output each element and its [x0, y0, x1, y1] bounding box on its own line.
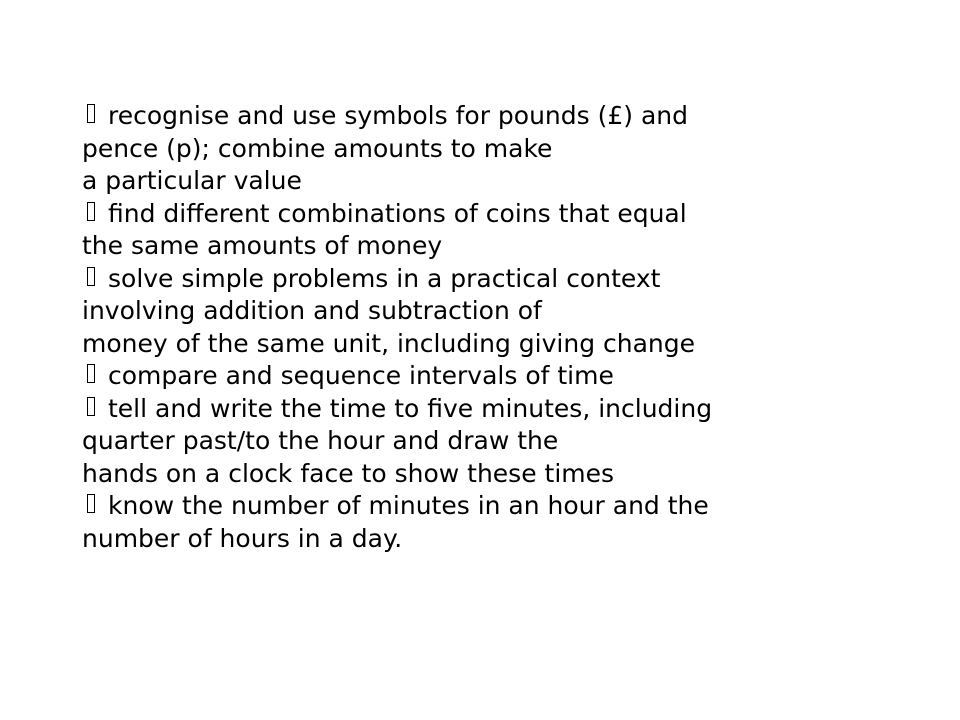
bullet-icon — [82, 362, 104, 388]
text-line — [82, 100, 872, 133]
line-text: quarter past/to the hour and draw the — [82, 426, 559, 455]
bullet-icon — [82, 102, 104, 128]
text-line — [82, 393, 872, 426]
text-line — [82, 425, 872, 458]
objectives-text — [82, 100, 872, 555]
line-text: recognise and use symbols for pounds (£) and — [108, 101, 689, 130]
line-text: hands on a clock face to show these times — [82, 458, 615, 488]
line-text: solve simple problems in a practical context — [108, 263, 661, 293]
text-line — [82, 295, 872, 328]
line-text: compare and sequence intervals of time — [108, 361, 614, 390]
text-line — [82, 328, 872, 361]
bullet-icon — [82, 265, 104, 291]
text-line — [82, 360, 872, 393]
line-text: pence (p); combine amounts to make — [82, 133, 553, 163]
text-line — [82, 198, 872, 231]
text-line — [82, 458, 872, 491]
line-text: a particular value — [82, 166, 302, 195]
bullet-icon — [82, 492, 104, 518]
line-text: tell and write the time to five minutes, including — [108, 393, 713, 423]
text-line — [82, 490, 872, 523]
text-line — [82, 263, 872, 296]
text-line — [82, 165, 872, 198]
line-text: money of the same unit, including giving change — [82, 328, 696, 358]
line-text: involving addition and subtraction of — [82, 296, 542, 325]
line-text: the same amounts of money — [82, 231, 443, 260]
bullet-icon — [82, 200, 104, 226]
line-text: know the number of minutes in an hour and the — [108, 491, 709, 520]
line-text: number of hours in a day. — [82, 523, 403, 553]
text-line — [82, 523, 872, 556]
bullet-icon — [82, 395, 104, 421]
text-line — [82, 133, 872, 166]
text-line — [82, 230, 872, 263]
line-text: find different combinations of coins that equal — [108, 198, 687, 228]
